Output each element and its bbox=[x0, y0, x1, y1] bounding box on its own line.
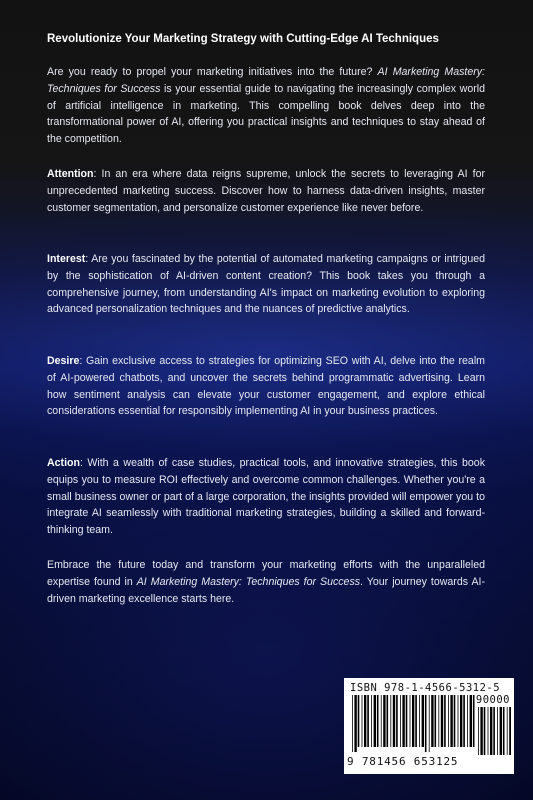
barcode-bar bbox=[371, 695, 372, 747]
interest-paragraph bbox=[47, 251, 485, 318]
closing-text-end: . Your journey towards AI-driven marketing excellence starts here. bbox=[47, 575, 485, 605]
barcode-bar bbox=[393, 695, 395, 747]
action-paragraph bbox=[47, 455, 485, 539]
barcode-bar bbox=[470, 695, 472, 747]
barcode-bar bbox=[410, 695, 411, 747]
intro-book-title: AI Marketing Mastery: Techniques for Success bbox=[47, 66, 485, 95]
barcode-bar bbox=[473, 695, 475, 747]
barcode-bar bbox=[444, 695, 446, 747]
attention-paragraph bbox=[47, 166, 485, 216]
barcode-bar bbox=[438, 695, 439, 747]
interest-text: : Are you fascinated by the potential of automated marketing campaigns or intrigued by the sophistication of AI-driven content creation? This book takes you through a comprehensive journey, from understanding AI's impact on marketing evolution to exploring advanced personalization techniques and the nuances of predictive analytics. bbox=[47, 253, 485, 316]
barcode-bar bbox=[396, 695, 398, 747]
barcode-bar bbox=[367, 695, 369, 747]
barcode-bar bbox=[374, 695, 376, 747]
barcode-bar bbox=[362, 695, 363, 747]
barcode-bar bbox=[478, 707, 479, 755]
desire-paragraph bbox=[47, 353, 485, 420]
barcode-bar bbox=[448, 695, 449, 747]
barcode-bar bbox=[503, 707, 505, 755]
ean-digits: 9 781456 653125 bbox=[347, 755, 459, 768]
barcode-bar bbox=[429, 695, 430, 752]
barcode-bar bbox=[400, 695, 401, 747]
barcode-bar bbox=[488, 707, 489, 755]
barcode-bar bbox=[480, 707, 482, 755]
barcode-bar bbox=[460, 695, 462, 747]
action-label: Action bbox=[47, 457, 80, 469]
barcode-bar bbox=[358, 695, 360, 747]
addon-bars bbox=[478, 707, 511, 760]
barcode-bar bbox=[422, 695, 424, 747]
barcode-bar bbox=[352, 695, 353, 752]
barcode-bar bbox=[450, 695, 452, 747]
barcode-bar bbox=[507, 707, 508, 755]
barcode-bar bbox=[412, 695, 414, 747]
isbn-number: ISBN 978-1-4566-5312-5 bbox=[350, 682, 501, 694]
closing-text-start: Embrace the future today and transform your marketing efforts with the unparalleled expertise found in bbox=[47, 559, 485, 588]
barcode-bar bbox=[493, 707, 495, 755]
attention-label: Attention bbox=[47, 168, 94, 180]
barcode-bar bbox=[381, 695, 382, 747]
barcode-bar bbox=[387, 695, 389, 747]
barcode-bar bbox=[463, 695, 465, 747]
barcode-bar bbox=[458, 695, 459, 747]
ean-bars bbox=[352, 695, 475, 752]
barcode-bar bbox=[383, 695, 385, 747]
barcode-bar bbox=[497, 707, 498, 755]
closing-book-title: AI Marketing Mastery: Techniques for Success bbox=[136, 575, 361, 588]
barcode-bar bbox=[364, 695, 366, 747]
isbn-barcode bbox=[344, 678, 514, 774]
barcode-bar bbox=[509, 707, 511, 755]
barcode-bar bbox=[415, 695, 417, 747]
barcode-bar bbox=[500, 707, 502, 755]
barcode-bar bbox=[490, 707, 492, 755]
intro-text-start: Are you ready to propel your marketing initiatives into the future? bbox=[47, 66, 378, 78]
barcode-bar bbox=[431, 695, 433, 747]
barcode-bar bbox=[425, 695, 427, 752]
barcode-bar bbox=[390, 695, 391, 747]
barcode-bar bbox=[419, 695, 420, 747]
headline: Revolutionize Your Marketing Strategy with Cutting-Edge AI Techniques bbox=[47, 33, 439, 45]
desire-label: Desire bbox=[47, 355, 80, 367]
interest-label: Interest bbox=[47, 253, 86, 265]
barcode-bar bbox=[441, 695, 443, 747]
desire-text: : Gain exclusive access to strategies for optimizing SEO with AI, delve into the realm of AI-powered chatbots, and uncover the secrets behind programmatic advertising. Learn how sentiment analysis can elevate your customer engagement, and explore ethical considerations essential for responsibly implementing AI in your business practices. bbox=[47, 355, 485, 418]
barcode-bar bbox=[454, 695, 456, 747]
barcode-bar bbox=[377, 695, 379, 747]
barcode-bar bbox=[406, 695, 408, 747]
intro-text-end: is your essential guide to navigating the increasingly complex world of artificial intelligence in marketing. This compelling book delves deep into the transformational power of AI, offering you practical insights and techniques to stay ahead of the competition. bbox=[47, 82, 485, 146]
price-code: 90000 bbox=[475, 694, 510, 706]
action-text: : With a wealth of case studies, practical tools, and innovative strategies, this book equips you to measure ROI effectively and overcome common challenges. Whether you're a small business owner or part of a large corporation, the insights provided will empower you to integrate AI seamlessly with traditional marketing strategies, building a skilled and forward-thinking team. bbox=[47, 457, 485, 537]
barcode-bar bbox=[354, 695, 356, 752]
barcode-bar bbox=[484, 707, 486, 755]
barcode-bar bbox=[402, 695, 404, 747]
intro-paragraph bbox=[47, 64, 485, 148]
barcode-bar bbox=[467, 695, 468, 747]
closing-paragraph bbox=[47, 557, 485, 607]
barcode-bar bbox=[435, 695, 437, 747]
attention-text: : In an era where data reigns supreme, unlock the secrets to leveraging AI for unprecedented marketing success. Discover how to harness data-driven insights, master customer segmentation, and personalize customer experience like never before. bbox=[47, 168, 485, 214]
